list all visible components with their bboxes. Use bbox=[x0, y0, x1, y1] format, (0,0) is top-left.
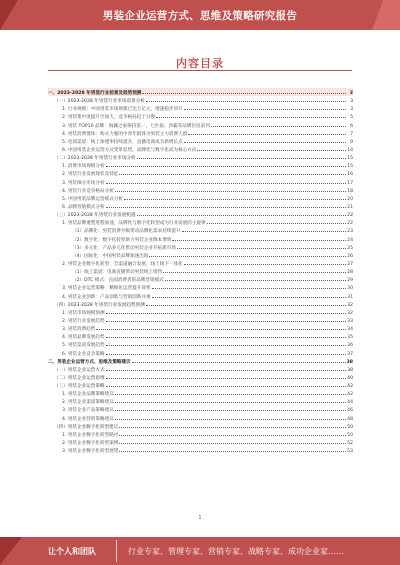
toc-entry-page: 3 bbox=[350, 107, 353, 113]
toc-leader-dots bbox=[106, 178, 346, 184]
toc-entry[interactable] bbox=[48, 235, 353, 243]
toc-entry-page: 44 bbox=[347, 400, 353, 406]
toc-entry-page: 50 bbox=[347, 424, 353, 430]
toc-entry[interactable] bbox=[48, 324, 353, 332]
toc-entry[interactable] bbox=[48, 186, 353, 194]
toc-leader-dots bbox=[142, 88, 346, 94]
toc-entry[interactable] bbox=[48, 137, 353, 145]
toc-entry[interactable] bbox=[48, 210, 353, 218]
toc-entry-page: 50 bbox=[347, 432, 353, 438]
toc-entry[interactable] bbox=[48, 243, 353, 251]
toc-leader-dots bbox=[182, 226, 346, 232]
toc-entry[interactable] bbox=[48, 414, 353, 422]
toc-entry-title: 2. 男装行业发展现状及特征 bbox=[62, 172, 119, 178]
toc-entry-title: 3. 男装消费趋势 bbox=[62, 327, 96, 333]
toc-entry-page: 42 bbox=[347, 392, 353, 398]
toc-entry-page: 52 bbox=[347, 441, 353, 447]
toc-entry-page: 37 bbox=[347, 351, 353, 357]
toc-entry[interactable] bbox=[48, 283, 353, 291]
toc-entry[interactable] bbox=[48, 153, 353, 161]
footer-divider bbox=[116, 540, 117, 562]
toc-leader-dots bbox=[177, 243, 346, 249]
toc-entry[interactable] bbox=[48, 121, 353, 129]
toc-entry-title: （二）男装企业运营思维 bbox=[54, 375, 105, 381]
toc-entry-page: 38 bbox=[346, 359, 353, 365]
toc-entry-title: 3. 男装细分市场分析 bbox=[62, 180, 105, 186]
toc-leader-dots bbox=[106, 316, 346, 322]
toc-entry-page: 29 bbox=[347, 278, 353, 284]
toc-leader-dots bbox=[119, 422, 346, 428]
page-number: 1 bbox=[198, 515, 202, 521]
toc-entry-title: 6. 品牌营销模式分析 bbox=[62, 204, 105, 210]
toc-entry-page: 31 bbox=[347, 294, 353, 300]
toc-entry-title: （三）2023-2028 年男装行业发展机遇 bbox=[54, 213, 136, 219]
toc-leader-dots bbox=[124, 194, 346, 200]
toc-leader-dots bbox=[184, 137, 346, 143]
toc-entry-title: （1）线上渠道：电商直播带动男装线上销售 bbox=[72, 270, 163, 276]
toc-entry[interactable] bbox=[48, 389, 353, 397]
toc-entry-page: 14 bbox=[347, 147, 353, 153]
toc-leader-dots bbox=[106, 349, 346, 355]
toc-entry[interactable] bbox=[48, 365, 353, 373]
toc-entry-title: 1. 消费市场规模分析 bbox=[62, 164, 105, 170]
toc-entry-title: （2）DTC 模式：直面消费者的品牌营销模式 bbox=[72, 278, 164, 284]
toc-entry-title: （4）国际化：中国男装品牌加速出海 bbox=[72, 253, 149, 259]
toc-entry-title: 3. 男装企业数字化转型展望 bbox=[62, 449, 119, 455]
toc-title-divider bbox=[48, 70, 352, 71]
toc-entry-page: 25 bbox=[347, 245, 353, 251]
toc-entry-title: 2. 男装企业数字化转型：全渠道融合发展，线上线下一体化 bbox=[62, 261, 183, 267]
toc-entry-page: 27 bbox=[347, 261, 353, 267]
toc-leader-dots bbox=[115, 389, 346, 395]
toc-leader-dots bbox=[119, 446, 346, 452]
toc-entry[interactable] bbox=[48, 357, 353, 365]
toc-entry[interactable] bbox=[48, 96, 353, 104]
toc-entry[interactable] bbox=[48, 316, 353, 324]
toc-entry-page: 36 bbox=[347, 343, 353, 349]
toc-entry-page: 32 bbox=[347, 302, 353, 308]
toc-entry-title: 1. 男装品牌重塑进程加速，品牌化与数字化转型成为行业发展的主旋律 bbox=[62, 221, 206, 227]
toc-leader-dots bbox=[106, 373, 346, 379]
page-footer bbox=[0, 537, 400, 565]
toc-entry-title: 1. 男装企业品牌策略建议 bbox=[62, 392, 114, 398]
toc-leader-dots bbox=[115, 414, 346, 420]
toc-entry-page: 22 bbox=[347, 213, 353, 219]
toc-entry-page: 15 bbox=[347, 156, 353, 162]
toc-entry-title: 4. 男装品牌发展趋势 bbox=[62, 335, 105, 341]
toc-leader-dots bbox=[152, 292, 346, 298]
toc-entry-page: 6 bbox=[350, 123, 353, 129]
toc-leader-dots bbox=[106, 381, 346, 387]
toc-leader-dots bbox=[137, 210, 346, 216]
toc-entry-title: （四）2023-2028 年男装行业发展趋势预测 bbox=[54, 302, 145, 308]
toc-entry-title: 2. 男装企业数字化转型案例 bbox=[62, 441, 119, 447]
toc-entry-title: （一）男装企业运营方式 bbox=[54, 367, 105, 373]
toc-entry-page: 17 bbox=[347, 180, 353, 186]
toc-entry-title: 4. 男装行业竞争格局分析 bbox=[62, 188, 114, 194]
toc-entry[interactable] bbox=[48, 169, 353, 177]
footer-decoration bbox=[0, 537, 22, 565]
toc-entry[interactable] bbox=[48, 129, 353, 137]
toc-entry-title: 5. 男装渠道发展趋势 bbox=[62, 343, 105, 349]
toc-entry-page: 32 bbox=[347, 310, 353, 316]
toc-entry-title: 5. 电商渠道：线上渗透率持续提升，直播电商成为新增长点 bbox=[62, 139, 183, 145]
toc-entry-page: 18 bbox=[347, 188, 353, 194]
toc-entry-title: （1）品牌化：男装消费升级带动品牌化需求持续提升 bbox=[72, 229, 181, 235]
toc-entry-page: 30 bbox=[347, 286, 353, 292]
toc-entry-title: 1. 男装企业数字化转型路径 bbox=[62, 432, 119, 438]
toc-entry-page: 20 bbox=[347, 196, 353, 202]
toc-entry-title: 1. 行业规模：中国男装市场规模已达万亿元，增速稳步回升 bbox=[62, 107, 183, 113]
toc-entry[interactable] bbox=[48, 226, 353, 234]
toc-entry-page: 16 bbox=[347, 172, 353, 178]
toc-entry-title: （3）多元化：产品多元化带动男装企业开拓新市场 bbox=[72, 245, 176, 251]
toc-entry-page: 15 bbox=[347, 164, 353, 170]
toc-entry[interactable] bbox=[48, 340, 353, 348]
toc-entry-title: 2. 男装企业渠道策略建议 bbox=[62, 400, 114, 406]
toc-entry-title: 6. 男装企业竞争策略 bbox=[62, 351, 105, 357]
toc-entry-page: 26 bbox=[347, 253, 353, 259]
toc-entry[interactable] bbox=[48, 373, 353, 381]
toc-entry[interactable] bbox=[48, 332, 353, 340]
toc-entry-title: （一）2023-2028 年男装行业市场前景分析 bbox=[54, 99, 145, 105]
toc-entry-title: 1. 男装市场规模预测 bbox=[62, 310, 105, 316]
toc-entry-title: 3. 男装企业运营策略：精细化运营提升效率 bbox=[62, 286, 151, 292]
toc-entry[interactable] bbox=[48, 178, 353, 186]
toc-leader-dots bbox=[152, 283, 346, 289]
toc-entry[interactable] bbox=[48, 300, 353, 308]
toc-leader-dots bbox=[146, 96, 346, 102]
toc-leader-dots bbox=[119, 430, 346, 436]
toc-entry[interactable] bbox=[48, 112, 353, 120]
table-of-contents bbox=[48, 88, 353, 454]
toc-entry[interactable] bbox=[48, 422, 353, 430]
toc-entry[interactable] bbox=[48, 292, 353, 300]
toc-entry[interactable] bbox=[48, 430, 353, 438]
toc-title: 内容目录 bbox=[176, 57, 224, 70]
toc-entry-title: 4. 男装企业创新：产品创新与营销创新并重 bbox=[62, 294, 151, 300]
footer-text: 行业专家、管理专家、营销专家、战略专家、成功企业家…… bbox=[128, 547, 344, 556]
toc-leader-dots bbox=[115, 397, 346, 403]
toc-entry-page: 9 bbox=[350, 139, 353, 145]
toc-entry[interactable] bbox=[48, 202, 353, 210]
toc-entry-page: 3 bbox=[349, 91, 353, 96]
toc-leader-dots bbox=[146, 300, 346, 306]
toc-entry-page: 40 bbox=[347, 375, 353, 381]
toc-leader-dots bbox=[207, 218, 346, 224]
toc-leader-dots bbox=[132, 357, 346, 363]
toc-leader-dots bbox=[106, 365, 346, 371]
toc-entry[interactable] bbox=[48, 104, 353, 112]
toc-leader-dots bbox=[96, 324, 346, 330]
footer-tagline: 让个人和团队 bbox=[48, 547, 96, 556]
toc-entry-page: 21 bbox=[347, 204, 353, 210]
toc-leader-dots bbox=[115, 186, 346, 192]
toc-entry[interactable] bbox=[48, 381, 353, 389]
toc-entry-page: 38 bbox=[347, 367, 353, 373]
toc-entry-title: 3. 男装 TOP10 品牌：海澜之家保持第一，七匹狼、劲霸等品牌位居前列 bbox=[62, 123, 210, 129]
toc-leader-dots bbox=[165, 275, 346, 281]
toc-entry[interactable] bbox=[48, 259, 353, 267]
toc-leader-dots bbox=[115, 405, 346, 411]
toc-entry-title: 2. 男装集中度提升空间大，竞争格局趋于分散 bbox=[62, 115, 156, 121]
toc-leader-dots bbox=[106, 332, 346, 338]
toc-entry[interactable] bbox=[48, 88, 353, 96]
toc-entry[interactable] bbox=[48, 446, 353, 454]
toc-entry-page: 34 bbox=[347, 327, 353, 333]
toc-entry-title: 3. 男装企业产品策略建议 bbox=[62, 408, 114, 414]
header-title: 男装企业运营方式、思维及策略研究报告 bbox=[102, 10, 298, 22]
toc-leader-dots bbox=[184, 104, 346, 110]
toc-leader-dots bbox=[188, 129, 346, 135]
toc-entry-title: （三）男装企业运营策略 bbox=[54, 384, 105, 390]
toc-entry[interactable] bbox=[48, 405, 353, 413]
toc-entry-title: （四）男装企业数字化转型建议 bbox=[54, 424, 119, 430]
toc-entry-title: 4. 男装消费群体：购买力强的中青年群体为男装主力消费人群 bbox=[62, 131, 188, 137]
toc-leader-dots bbox=[119, 169, 346, 175]
toc-entry-page: 48 bbox=[347, 416, 353, 422]
toc-leader-dots bbox=[149, 251, 346, 257]
toc-entry-page: 46 bbox=[347, 408, 353, 414]
toc-entry-page: 33 bbox=[347, 318, 353, 324]
toc-entry-page: 42 bbox=[347, 384, 353, 390]
toc-entry-page: 23 bbox=[347, 229, 353, 235]
toc-entry-page: 3 bbox=[350, 99, 353, 105]
toc-entry-page: 22 bbox=[347, 221, 353, 227]
toc-leader-dots bbox=[163, 267, 346, 273]
toc-entry[interactable] bbox=[48, 161, 353, 169]
toc-entry[interactable] bbox=[48, 194, 353, 202]
toc-entry-page: 24 bbox=[347, 237, 353, 243]
toc-entry-title: （二）2023-2028 年男装行业市场分析 bbox=[54, 156, 136, 162]
toc-entry-title: （2）数字化：数字化转型助力男装企业降本增效 bbox=[72, 237, 172, 243]
toc-entry[interactable] bbox=[48, 349, 353, 357]
toc-entry[interactable] bbox=[48, 251, 353, 259]
toc-leader-dots bbox=[211, 121, 346, 127]
toc-leader-dots bbox=[106, 202, 346, 208]
toc-entry-title: 2. 男装行业发展趋势 bbox=[62, 318, 105, 324]
toc-leader-dots bbox=[106, 161, 346, 167]
toc-leader-dots bbox=[137, 153, 346, 159]
toc-leader-dots bbox=[106, 340, 346, 346]
toc-leader-dots bbox=[119, 438, 346, 444]
toc-entry[interactable] bbox=[48, 308, 353, 316]
toc-leader-dots bbox=[197, 145, 346, 151]
toc-entry[interactable] bbox=[48, 267, 353, 275]
toc-leader-dots bbox=[184, 259, 346, 265]
toc-entry[interactable] bbox=[48, 275, 353, 283]
toc-entry[interactable] bbox=[48, 218, 353, 226]
toc-entry-title: 二、男装企业运营方式、思维及策略建议 bbox=[48, 359, 131, 365]
toc-entry-title: 一、2023-2028 年男装行业前景及趋势预测 bbox=[48, 91, 142, 96]
toc-entry-page: 5 bbox=[350, 115, 353, 121]
toc-entry-page: 53 bbox=[347, 449, 353, 455]
toc-entry-page: 7 bbox=[350, 131, 353, 137]
page-header bbox=[0, 0, 400, 30]
toc-leader-dots bbox=[106, 308, 346, 314]
toc-entry[interactable] bbox=[48, 438, 353, 446]
toc-entry[interactable] bbox=[48, 397, 353, 405]
toc-entry-page: 28 bbox=[347, 270, 353, 276]
toc-entry-title: 6. 中国男装企业运营方式变革趋势，品牌化与数字化成为核心方向 bbox=[62, 147, 197, 153]
toc-leader-dots bbox=[156, 112, 346, 118]
toc-entry-page: 35 bbox=[347, 335, 353, 341]
toc-leader-dots bbox=[172, 235, 346, 241]
toc-entry[interactable] bbox=[48, 145, 353, 153]
toc-entry-title: 4. 男装企业营销策略建议 bbox=[62, 416, 114, 422]
toc-entry-title: 5. 中国男装品牌运营模式分析 bbox=[62, 196, 123, 202]
